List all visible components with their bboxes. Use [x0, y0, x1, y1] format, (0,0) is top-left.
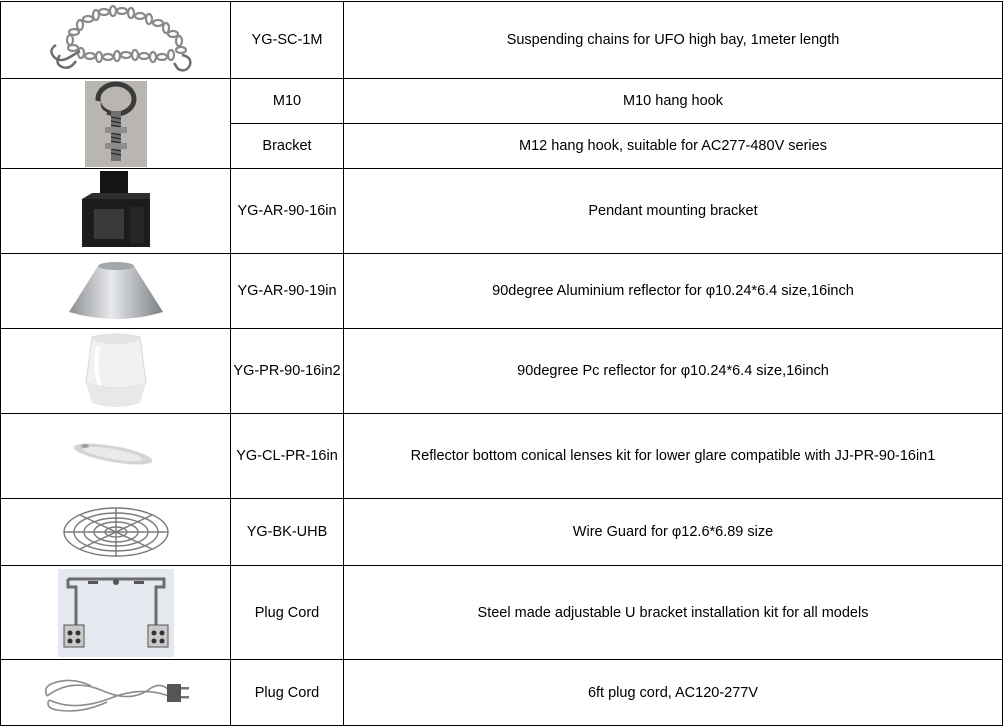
model-cell: Bracket [231, 124, 344, 169]
hook-image [1, 79, 231, 169]
table-row [1, 79, 1003, 124]
table-row [1, 499, 1003, 566]
description-cell: Wire Guard for φ12.6*6.89 size [344, 499, 1003, 566]
table-row [1, 566, 1003, 660]
table-row [1, 169, 1003, 254]
table-row [1, 329, 1003, 414]
model-cell: YG-PR-90-16in2 [231, 329, 344, 414]
model-cell: YG-SC-1M [231, 2, 344, 79]
pendant-bracket-image [1, 169, 231, 254]
conical-lens-image [1, 414, 231, 499]
description-cell: Suspending chains for UFO high bay, 1meter length [344, 2, 1003, 79]
pc-reflector-image [1, 329, 231, 414]
table-row [1, 660, 1003, 726]
description-cell: M10 hang hook [344, 79, 1003, 124]
description-cell: 90degree Aluminium reflector for φ10.24*6.4 size,16inch [344, 254, 1003, 329]
chain-image [1, 2, 231, 79]
model-cell: YG-BK-UHB [231, 499, 344, 566]
plug-cord-image [1, 660, 231, 726]
table-row [1, 2, 1003, 79]
wire-guard-image [1, 499, 231, 566]
description-cell: M12 hang hook, suitable for AC277-480V series [344, 124, 1003, 169]
table-row [1, 414, 1003, 499]
description-cell: Pendant mounting bracket [344, 169, 1003, 254]
model-cell: YG-AR-90-16in [231, 169, 344, 254]
model-cell: Plug Cord [231, 660, 344, 726]
aluminium-reflector-image [1, 254, 231, 329]
model-cell: Plug Cord [231, 566, 344, 660]
description-cell: 90degree Pc reflector for φ10.24*6.4 size,16inch [344, 329, 1003, 414]
table-row [1, 254, 1003, 329]
model-cell: YG-CL-PR-16in [231, 414, 344, 499]
u-bracket-image [1, 566, 231, 660]
model-cell: YG-AR-90-19in [231, 254, 344, 329]
description-cell: Steel made adjustable U bracket installation kit for all models [344, 566, 1003, 660]
accessories-table [0, 1, 1003, 726]
model-cell: M10 [231, 79, 344, 124]
description-cell: 6ft plug cord, AC120-277V [344, 660, 1003, 726]
description-cell: Reflector bottom conical lenses kit for lower glare compatible with JJ-PR-90-16in1 [344, 414, 1003, 499]
